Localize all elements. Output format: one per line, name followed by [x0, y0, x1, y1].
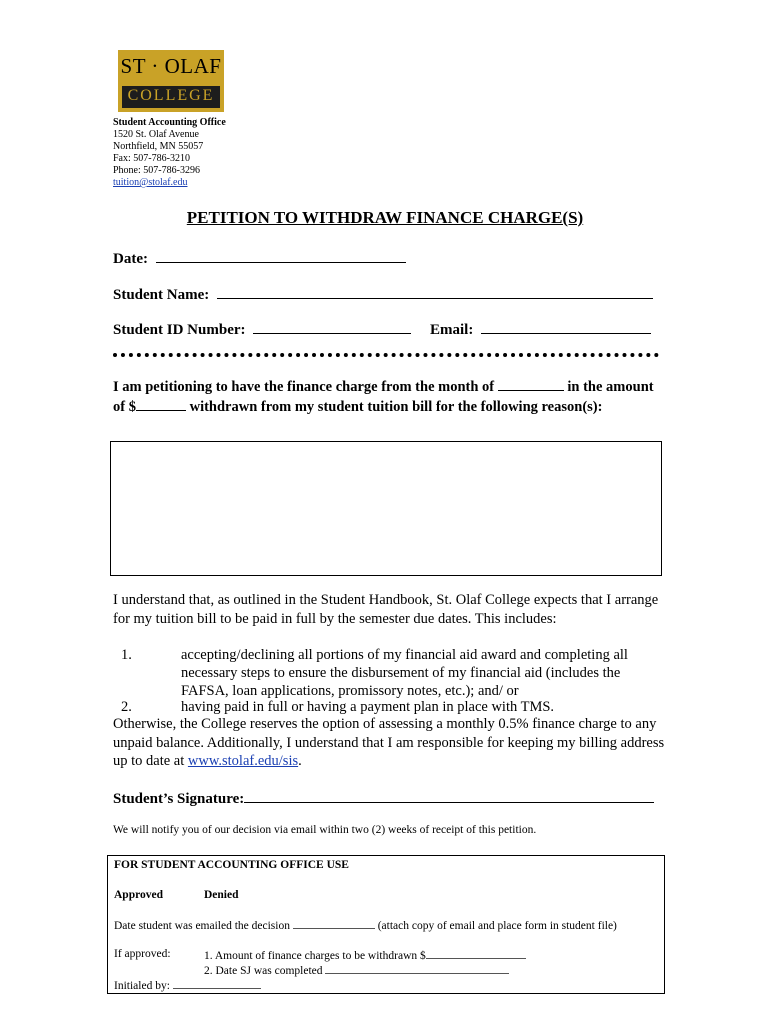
page-title	[0, 208, 770, 228]
list-item-number: 2.	[121, 699, 132, 715]
date-row	[113, 248, 406, 268]
sj-date-field[interactable]	[325, 963, 509, 974]
denied-option[interactable]: Denied	[204, 889, 239, 901]
logo-bar	[122, 86, 220, 108]
list-item-text: accepting/declining all portions of my financial aid award and completing all necessary steps to ensure the disbursement of my financial aid (includes the FAFSA, loan applications, promissory notes, etc.); and/ or	[181, 647, 628, 699]
signature-row	[113, 788, 654, 808]
date-emailed-label: Date student was emailed the decision	[114, 920, 290, 932]
closing-period: .	[298, 753, 302, 769]
initialed-field[interactable]	[173, 978, 261, 989]
petition-text-1: I am petitioning to have the finance charge from the month of	[113, 379, 495, 395]
date-label: Date:	[113, 251, 148, 267]
student-name-field[interactable]	[217, 284, 653, 299]
list-item	[113, 698, 673, 716]
address-block	[113, 117, 226, 189]
student-id-field[interactable]	[253, 319, 411, 334]
office-use-header: FOR STUDENT ACCOUNTING OFFICE USE	[114, 859, 349, 871]
list-item	[113, 646, 673, 700]
date-emailed-row	[114, 918, 617, 932]
office-email-link[interactable]: tuition@stolaf.edu	[113, 177, 188, 188]
approved-item-2-label: 2. Date SJ was completed	[204, 965, 323, 977]
if-approved-label: If approved:	[114, 948, 171, 960]
signature-label: Student’s Signature:	[113, 791, 245, 807]
student-id-row	[113, 319, 411, 339]
initialed-label: Initialed by:	[114, 980, 170, 992]
student-name-row	[113, 284, 653, 304]
city-state-zip: Northfield, MN 55057	[113, 141, 204, 152]
approved-option[interactable]: Approved	[114, 889, 163, 901]
month-field[interactable]	[498, 377, 564, 391]
reason-textbox[interactable]	[110, 441, 662, 576]
approved-item-1-label: 1. Amount of finance charges to be withdrawn $	[204, 950, 426, 962]
understand-intro: I understand that, as outlined in the Student Handbook, St. Olaf College expects that I arrange for my tuition bill to be paid in full by the semester due dates. This includes:	[113, 592, 659, 627]
finance-amount-field[interactable]	[426, 948, 526, 959]
page-title-text: PETITION TO WITHDRAW FINANCE CHARGE(S)	[186, 208, 584, 227]
list-item-number: 1.	[121, 647, 132, 663]
sis-link[interactable]: www.stolaf.edu/sis	[187, 753, 299, 769]
signature-field[interactable]	[244, 788, 654, 803]
closing-text: Otherwise, the College reserves the option of assessing a monthly 0.5% finance charge to any unpaid balance. Additionally, I understand that I am responsible for keeping my billing address up to date at	[113, 716, 665, 769]
fax-number: Fax: 507-786-3210	[113, 153, 190, 164]
phone-number: Phone: 507-786-3296	[113, 165, 200, 176]
initialed-row	[114, 978, 261, 992]
date-emailed-note: (attach copy of email and place form in student file)	[377, 920, 617, 932]
list-item-text: having paid in full or having a payment plan in place with TMS.	[181, 699, 555, 715]
college-logo	[118, 50, 224, 112]
office-use-box	[107, 855, 665, 994]
amount-field[interactable]	[136, 397, 186, 411]
dotted-separator	[113, 353, 659, 357]
petition-statement	[113, 377, 663, 417]
street-address: 1520 St. Olaf Avenue	[113, 129, 199, 140]
notification-note: We will notify you of our decision via email within two (2) weeks of receipt of this petition.	[113, 824, 537, 836]
student-id-label: Student ID Number:	[113, 322, 246, 338]
petition-text-2: in the amount of $	[113, 379, 654, 415]
logo-bottom-text: COLLEGE	[127, 87, 215, 104]
approved-item-2	[204, 963, 509, 977]
date-emailed-field[interactable]	[293, 918, 375, 929]
understand-closing	[113, 715, 673, 771]
approved-item-1	[204, 948, 526, 962]
date-field[interactable]	[156, 248, 406, 263]
email-field[interactable]	[481, 319, 651, 334]
email-row	[430, 319, 651, 339]
logo-top-text: ST · OLAF	[120, 54, 222, 78]
office-name: Student Accounting Office	[113, 117, 226, 128]
student-name-label: Student Name:	[113, 287, 210, 303]
email-label: Email:	[430, 322, 474, 338]
petition-text-3: withdrawn from my student tuition bill for the following reason(s):	[189, 399, 603, 415]
